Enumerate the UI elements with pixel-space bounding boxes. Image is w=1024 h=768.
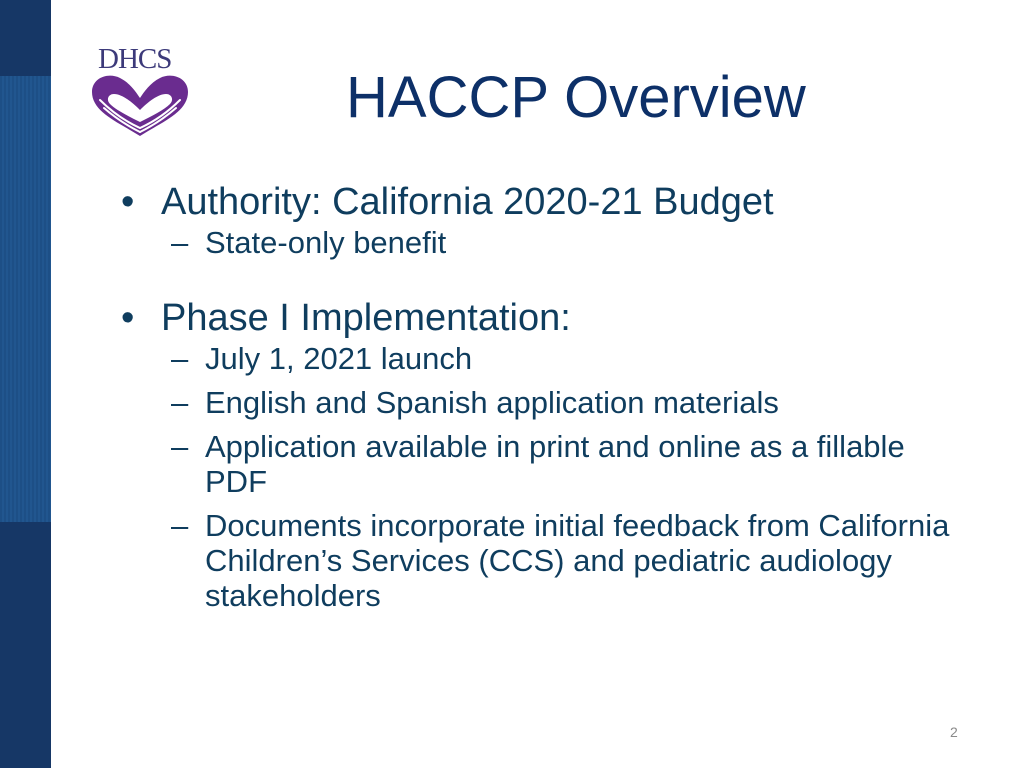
sub-bullet-marker: – bbox=[171, 385, 189, 420]
heart-hands-icon bbox=[88, 70, 192, 140]
bullet-marker: • bbox=[121, 181, 135, 223]
sub-bullet-marker: – bbox=[171, 225, 189, 260]
sub-bullet-text: English and Spanish application materials bbox=[205, 385, 779, 420]
slide-title: HACCP Overview bbox=[346, 65, 806, 130]
sub-bullet-marker: – bbox=[171, 341, 189, 376]
sub-list-phase-one bbox=[115, 341, 975, 613]
sub-bullet-marker: – bbox=[171, 508, 189, 543]
page-number: 2 bbox=[950, 724, 958, 740]
bullet-text: Phase I Implementation: bbox=[161, 297, 571, 339]
sub-list-authority bbox=[115, 225, 975, 260]
bullet-marker: • bbox=[121, 297, 135, 339]
sub-bullet bbox=[115, 341, 975, 376]
bullet-authority bbox=[115, 180, 975, 224]
sidebar-decoration bbox=[0, 0, 51, 768]
sub-bullet-text: State-only benefit bbox=[205, 225, 447, 260]
sub-bullet-text: Documents incorporate initial feedback from California Children’s Services (CCS) and pediatric audiology stakeholders bbox=[205, 508, 950, 613]
sidebar-top-band bbox=[0, 0, 51, 76]
bullet-list bbox=[115, 180, 975, 622]
bullet-phase-one bbox=[115, 296, 975, 340]
sidebar-bottom-band bbox=[0, 522, 51, 768]
logo-text: DHCS bbox=[98, 43, 172, 75]
sub-bullet-text: Application available in print and online as a fillable PDF bbox=[205, 429, 905, 499]
dhcs-logo bbox=[88, 44, 192, 142]
bullet-text: Authority: California 2020-21 Budget bbox=[161, 181, 774, 223]
sub-bullet bbox=[115, 429, 975, 499]
sub-bullet bbox=[115, 225, 975, 260]
sub-bullet bbox=[115, 508, 975, 613]
sub-bullet-marker: – bbox=[171, 429, 189, 464]
sub-bullet bbox=[115, 385, 975, 420]
sub-bullet-text: July 1, 2021 launch bbox=[205, 341, 473, 376]
sidebar-middle-band bbox=[0, 76, 51, 522]
